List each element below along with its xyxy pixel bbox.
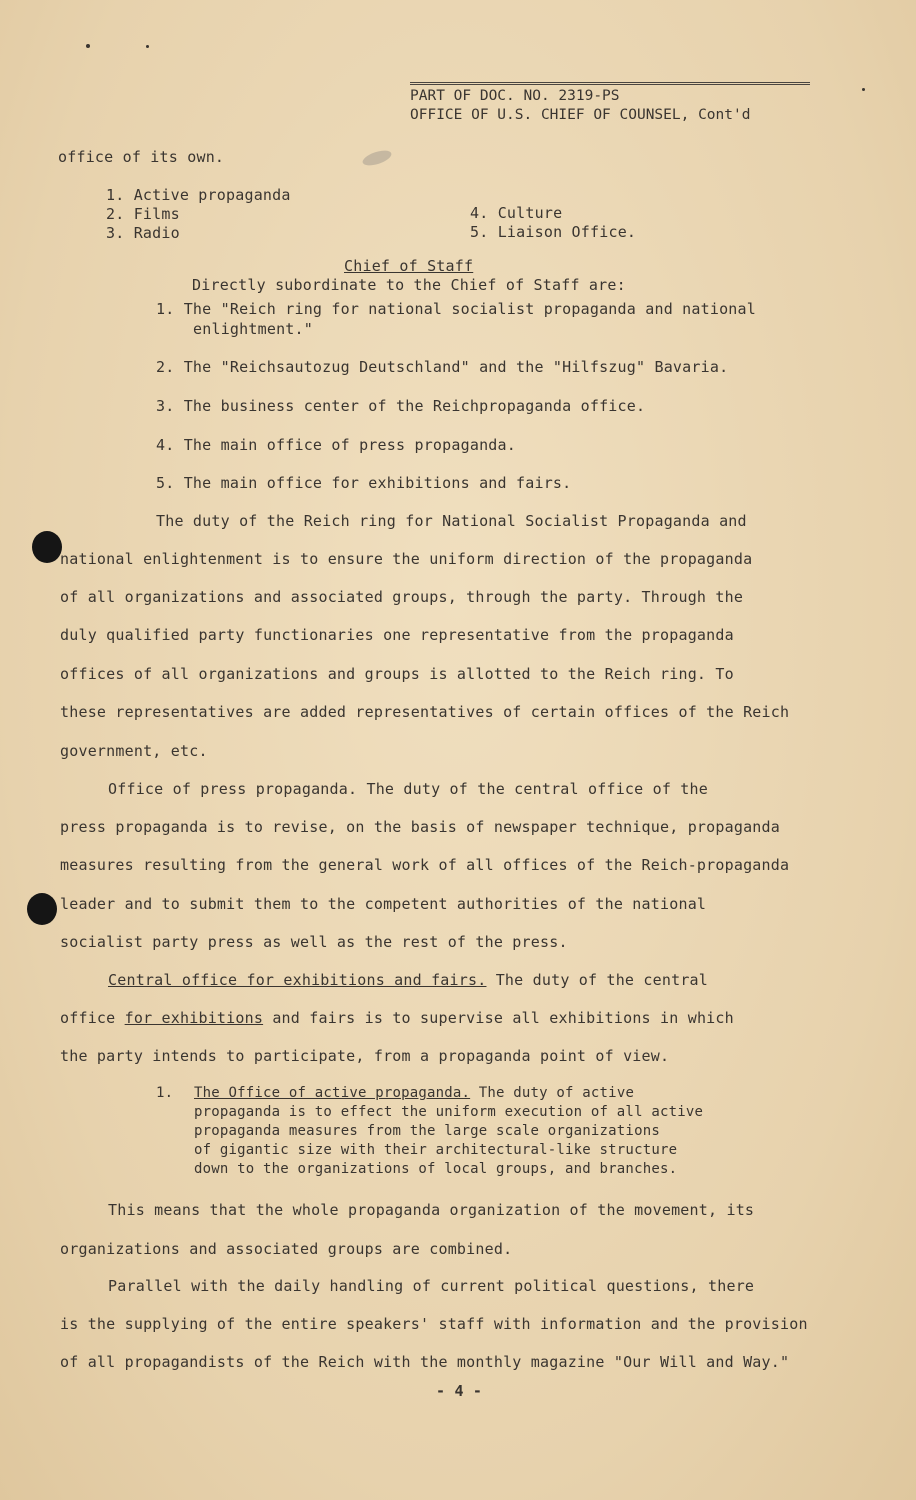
press-line: measures resulting from the general work of all offices of the Reich-propaganda: [60, 856, 790, 874]
parallel-line: Parallel with the daily handling of current political questions, there: [108, 1277, 755, 1295]
office-item-5: 5. Liaison Office.: [470, 223, 637, 241]
parallel-line: of all propagandists of the Reich with the monthly magazine "Our Will and Way.": [60, 1353, 790, 1371]
ink-speck: [146, 45, 149, 48]
reich-ring-line: government, etc.: [60, 742, 208, 760]
exhibitions-line-2-b: and fairs is to supervise all exhibitions in which: [263, 1009, 734, 1027]
reich-ring-line: national enlightenment is to ensure the uniform direction of the propaganda: [60, 550, 753, 568]
subordinate-intro: Directly subordinate to the Chief of Staff are:: [192, 276, 626, 294]
subordinate-item-4: 4. The main office of press propaganda.: [156, 436, 516, 454]
press-line: Office of press propaganda. The duty of the central office of the: [108, 780, 708, 798]
subordinate-item-2: 2. The "Reichsautozug Deutschland" and the "Hilfszug" Bavaria.: [156, 358, 729, 376]
reich-ring-line: The duty of the Reich ring for National Socialist Propaganda and: [156, 512, 747, 530]
punch-hole: [27, 893, 57, 925]
subordinate-item-3: 3. The business center of the Reichpropaganda office.: [156, 397, 646, 415]
exhibitions-line-1-rest: The duty of the central: [486, 971, 709, 989]
ink-speck: [862, 88, 865, 91]
exhibitions-line-1: [108, 971, 708, 989]
exhibitions-line-2-a: office: [60, 1009, 125, 1027]
page-number: - 4 -: [436, 1382, 483, 1400]
press-line: leader and to submit them to the competent authorities of the national: [60, 895, 707, 913]
active-item-line: propaganda is to effect the uniform execution of all active: [194, 1104, 704, 1120]
ink-speck: [86, 44, 90, 48]
office-item-4: 4. Culture: [470, 204, 563, 222]
press-line: press propaganda is to revise, on the basis of newspaper technique, propaganda: [60, 818, 780, 836]
subordinate-item-1: 1. The "Reich ring for national socialist propaganda and national: [156, 300, 756, 318]
means-line: organizations and associated groups are combined.: [60, 1240, 513, 1258]
parallel-line: is the supplying of the entire speakers' staff with information and the provision: [60, 1315, 808, 1333]
active-item-number: 1.: [156, 1085, 174, 1101]
smudge: [361, 148, 393, 169]
reich-ring-line: duly qualified party functionaries one representative from the propaganda: [60, 626, 734, 644]
active-item-line-1: [194, 1085, 634, 1101]
office-item-3: 3. Radio: [106, 224, 180, 242]
active-item-line: of gigantic size with their architectural-like structure: [194, 1142, 678, 1158]
exhibitions-line-2-underlined: for exhibitions: [124, 1009, 264, 1027]
active-item-heading: The Office of active propaganda.: [194, 1085, 471, 1101]
office-item-2: 2. Films: [106, 205, 180, 223]
reich-ring-line: of all organizations and associated groups, through the party. Through the: [60, 588, 744, 606]
means-line: This means that the whole propaganda organization of the movement, its: [108, 1201, 755, 1219]
active-item-line-1-rest: The duty of active: [470, 1085, 635, 1101]
subordinate-item-5: 5. The main office for exhibitions and fairs.: [156, 474, 572, 492]
header-doc-number: PART OF DOC. NO. 2319-PS: [410, 82, 810, 106]
active-item-line: down to the organizations of local groups, and branches.: [194, 1161, 678, 1177]
exhibitions-line-2: [60, 1009, 734, 1027]
header-office: OFFICE OF U.S. CHIEF OF COUNSEL, Cont'd: [410, 107, 751, 123]
subordinate-item-1-cont: enlightment.": [193, 320, 313, 338]
press-line: socialist party press as well as the rest of the press.: [60, 933, 568, 951]
chief-of-staff-heading: Chief of Staff: [344, 257, 474, 275]
office-item-1: 1. Active propaganda: [106, 186, 291, 204]
active-item-line: propaganda measures from the large scale organizations: [194, 1123, 660, 1139]
exhibitions-heading: Central office for exhibitions and fairs.: [108, 971, 487, 989]
document-header: [410, 82, 810, 125]
exhibitions-line-3: the party intends to participate, from a propaganda point of view.: [60, 1047, 670, 1065]
reich-ring-line: these representatives are added representatives of certain offices of the Reich: [60, 703, 790, 721]
punch-hole: [32, 531, 62, 563]
reich-ring-line: offices of all organizations and groups is allotted to the Reich ring. To: [60, 665, 734, 683]
intro-text: office of its own.: [58, 148, 225, 166]
